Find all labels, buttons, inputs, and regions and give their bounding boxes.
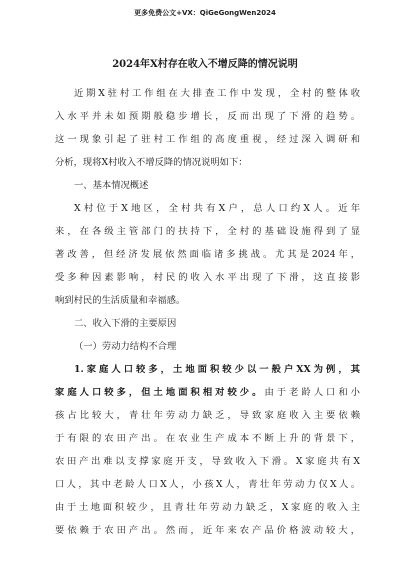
header-note: 更多免费公文+VX：QiGeGongWen2024	[134, 9, 276, 17]
text-line: 二、收入下滑的主要原因	[74, 318, 177, 329]
text-line: 农田产出难以支撑家庭开支，导致收入下滑。X家庭共有X	[55, 456, 360, 467]
text-line: 入水平并未如预期般稳步增长，反而出现了下滑的趋势。	[55, 111, 360, 122]
text-line: 这一现象引起了驻村工作组的高度重视，经过深入调研和	[55, 134, 360, 145]
text-line	[55, 381, 360, 404]
text-line: 由于土地面积较少，且青壮年劳动力缺乏，X家庭的收入主	[55, 502, 360, 513]
text-line: 分析，现将X村收入不增反降的情况说明如下：	[55, 157, 248, 168]
text-line: 要依赖于农田产出。然而，近年来农产品价格波动较大，	[55, 525, 360, 536]
text-line: 来，在各级主管部门的扶持下，全村的基础设施得到了显	[55, 226, 360, 237]
text-line: 响到村民的生活质量和幸福感。	[55, 295, 186, 306]
text-line: 孩占比较大，青壮年劳动力缺乏，导致家庭收入主要依赖	[55, 410, 360, 421]
text-line: 受多种因素影响，村民的收入水平出现了下滑，这直接影	[55, 272, 360, 283]
text-line: 口人，其中老龄人口X人，小孩X人，青壮年劳动力仅X人。	[55, 479, 360, 490]
text-line: 1.家庭人口较多，土地面积较少以一般户XX为例，其	[74, 364, 360, 375]
bold-text: 家庭人口较多，但土地面积相对较少。	[55, 387, 265, 398]
text-line: 一、基本情况概述	[74, 180, 149, 191]
text-line: 于有限的农田产出。在农业生产成本不断上升的背景下，	[55, 433, 360, 444]
normal-text: 由于老龄人口和小	[264, 387, 360, 398]
text-line: 著改善，但经济发展依然面临诸多挑战。尤其是2024年，	[55, 249, 360, 260]
text-line: 近期X驻村工作组在大排查工作中发现，全村的整体收	[74, 88, 360, 99]
text-line: （一）劳动力结构不合理	[74, 341, 177, 352]
document-body	[55, 82, 360, 542]
document-title: 2024年X村存在收入不增反降的情况说明	[112, 59, 298, 70]
text-line: X村位于X地区，全村共有X户，总人口约X人。近年	[74, 203, 360, 214]
